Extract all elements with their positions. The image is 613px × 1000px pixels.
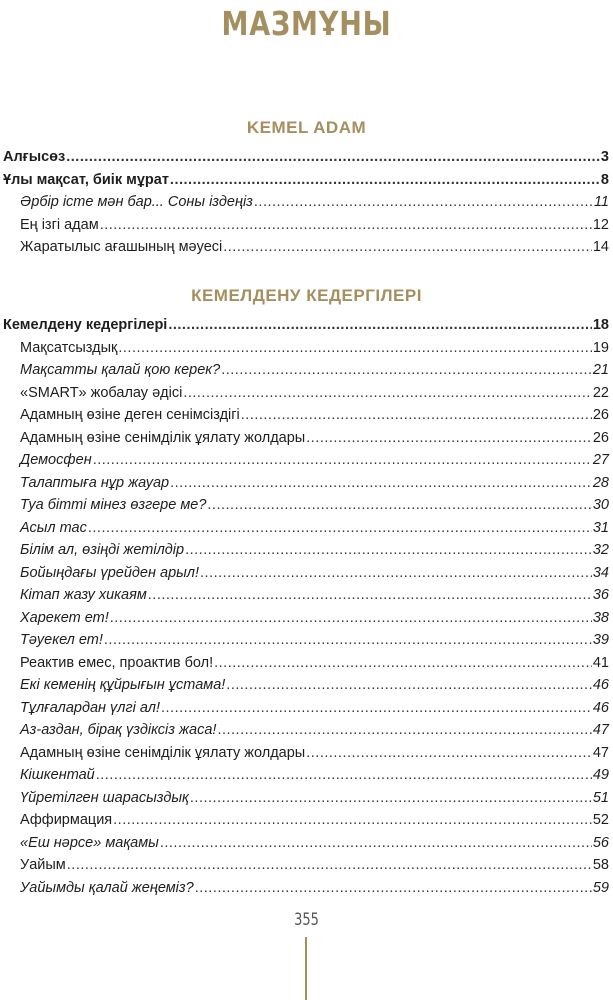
toc-entry-page: 51 [592, 789, 609, 806]
toc-entry-label: Адамның өзіне сенімділік ұялату жолдары [20, 744, 306, 761]
toc-entry-label: Талаптыға нұр жауар [20, 474, 170, 491]
toc-entry-label: Адамның өзіне сенімділік ұялату жолдары [20, 429, 306, 446]
toc-entry [20, 810, 609, 830]
toc-entry-page: 8 [600, 171, 609, 188]
toc-leader-dots [226, 675, 592, 695]
toc-leader-dots [170, 170, 600, 190]
toc-leader-dots [183, 383, 592, 403]
page-title: МАЗМҰНЫ [221, 4, 392, 43]
toc-entry-label: Туа бітті мінез өзгере ме? [20, 497, 207, 513]
toc-entry [20, 630, 609, 650]
toc-entry-label: Мақсатты қалай қою керек? [20, 362, 221, 378]
toc-leader-dots [100, 215, 592, 235]
toc-entry-label: Жаратылыс ағашының мәуесі [20, 239, 223, 255]
toc-leader-dots [214, 653, 592, 673]
toc-entry [20, 360, 609, 380]
toc-entry-label: Аз-аздан, бірақ үздіксіз жаса! [20, 722, 217, 738]
toc-entry-label: Ұлы мақсат, биік мұрат [3, 171, 169, 188]
toc-entry [20, 405, 609, 425]
toc-leader-dots [93, 450, 592, 470]
toc-entry-label: Асыл тас [20, 519, 87, 536]
toc-entry-label: Кішкентай [20, 767, 95, 783]
toc-entry-page: 47 [592, 722, 609, 738]
toc-leader-dots [118, 338, 592, 358]
toc-leader-dots [195, 878, 592, 898]
toc-entry [20, 473, 609, 493]
toc-entry-page: 38 [592, 609, 609, 626]
toc-entry-label: «Еш нәрсе» мақамы [20, 834, 159, 851]
toc-entry-page: 32 [592, 542, 609, 558]
section-heading-kemeldenu-kedergileri: КЕМЕЛДЕНУ КЕДЕРГІЛЕРІ [191, 286, 422, 305]
toc-leader-dots [306, 428, 592, 448]
section-heading-kemel-adam: KEMEL ADAM [246, 118, 367, 137]
toc-entry [20, 720, 609, 740]
toc-entry-page: 19 [592, 339, 609, 356]
toc-entry-label: Ең ізгі адам [20, 216, 99, 233]
toc-leader-dots [160, 833, 592, 853]
toc-entry [20, 237, 609, 257]
toc-entry-label: Білім ал, өзіңді жетілдір [20, 542, 185, 558]
toc-entry-label: Мақсатсыздық [20, 339, 118, 356]
toc-entry-page: 28 [592, 474, 609, 491]
toc-entry [20, 383, 609, 403]
toc-entry-label: Уайымды қалай жеңеміз? [20, 879, 194, 896]
toc-entry-page: 47 [592, 744, 609, 761]
toc-entry [20, 765, 609, 785]
toc-entry [20, 338, 609, 358]
toc-entry [20, 585, 609, 605]
toc-leader-dots [110, 608, 592, 628]
toc-entry-page: 46 [592, 699, 609, 716]
toc-entry-page: 3 [600, 149, 609, 165]
toc-entry-page: 14 [592, 239, 609, 255]
toc-leader-dots [96, 765, 592, 785]
toc-entry-page: 49 [592, 767, 609, 783]
toc-entry [20, 450, 609, 470]
toc-entry [20, 428, 609, 448]
toc-leader-dots [113, 810, 592, 830]
toc-entry-page: 59 [592, 879, 609, 896]
toc-entry [20, 653, 609, 673]
toc-entry-label: Алғысөз [3, 149, 66, 165]
toc-entry-label: Бойыңдағы үрейден арыл! [20, 564, 200, 581]
toc-entry [20, 743, 609, 763]
toc-leader-dots [66, 147, 600, 167]
toc-leader-dots [200, 563, 592, 583]
toc-entry-label: Кемелдену кедергілері [3, 317, 168, 333]
toc-entry [20, 563, 609, 583]
toc-entry-label: Уайым [20, 857, 66, 873]
toc-entry-page: 56 [592, 834, 609, 851]
toc-entry-label: Тұлғалардан үлгі ал! [20, 699, 160, 716]
toc-entry-label: Екі кеменің құйрығын ұстама! [20, 677, 226, 693]
toc-entry [20, 698, 609, 718]
toc-entry-page: 21 [592, 362, 609, 378]
toc-entry [20, 833, 609, 853]
toc-entry-page: 36 [592, 587, 609, 603]
toc-leader-dots [217, 720, 591, 740]
toc-entry-label: Харекет ет! [20, 609, 109, 626]
toc-entry-label: Үйретілген шарасыздық [20, 789, 189, 806]
toc-entry [3, 315, 609, 335]
toc-leader-dots [221, 360, 592, 380]
toc-leader-dots [185, 540, 592, 560]
toc-leader-dots [223, 237, 592, 257]
toc-entry-page: 30 [592, 497, 609, 513]
toc-entry-label: Аффирмация [20, 812, 113, 828]
toc-entry-page: 31 [592, 519, 609, 536]
toc-entry-page: 58 [592, 857, 609, 873]
toc-entry-label: Адамның өзіне деген сенімсіздігі [20, 407, 240, 423]
toc-entry-page: 11 [593, 194, 609, 210]
toc-entry-page: 12 [592, 216, 609, 233]
toc-leader-dots [190, 788, 592, 808]
toc-leader-dots [306, 743, 592, 763]
toc-leader-dots [88, 518, 592, 538]
toc-entry-page: 26 [592, 429, 609, 446]
toc-entry [3, 170, 609, 190]
toc-entry-label: Демосфен [20, 452, 92, 468]
toc-leader-dots [170, 473, 592, 493]
toc-entry-page: 46 [592, 677, 609, 693]
toc-leader-dots [67, 855, 592, 875]
toc-entry-label: Тәуекел ет! [20, 632, 103, 648]
toc-entry-page: 27 [592, 452, 609, 468]
toc-entry-label: Кітап жазу хикаям [20, 587, 147, 603]
toc-entry-page: 18 [592, 317, 609, 333]
toc-leader-dots [254, 192, 593, 212]
toc-leader-dots [104, 630, 592, 650]
toc-entry [20, 518, 609, 538]
toc-entry-label: «SMART» жобалау әдісі [20, 384, 183, 401]
toc-entry-page: 34 [592, 564, 609, 581]
toc-entry-label: Әрбір істе мән бар... Соны іздеңіз [20, 194, 253, 210]
toc-entry [3, 147, 609, 167]
toc-leader-dots [148, 585, 592, 605]
toc-leader-dots [168, 315, 592, 335]
toc-leader-dots [241, 405, 592, 425]
toc-entry [20, 675, 609, 695]
toc-entry-page: 41 [592, 654, 609, 671]
toc-entry [20, 215, 609, 235]
toc-entry [20, 495, 609, 515]
toc-leader-dots [207, 495, 591, 515]
toc-entry [20, 855, 609, 875]
toc-leader-dots [161, 698, 592, 718]
footer-divider [305, 937, 307, 1000]
toc-entry [20, 788, 609, 808]
toc-entry-page: 39 [592, 632, 609, 648]
toc-entry-page: 26 [592, 407, 609, 423]
toc-entry [20, 608, 609, 628]
toc-entry [20, 192, 609, 212]
page-number: 355 [294, 910, 319, 930]
toc-entry-page: 22 [592, 384, 609, 401]
toc-entry-page: 52 [592, 812, 609, 828]
toc-entry [20, 878, 609, 898]
toc-entry [20, 540, 609, 560]
toc-entry-label: Реактив емес, проактив бол! [20, 654, 214, 671]
